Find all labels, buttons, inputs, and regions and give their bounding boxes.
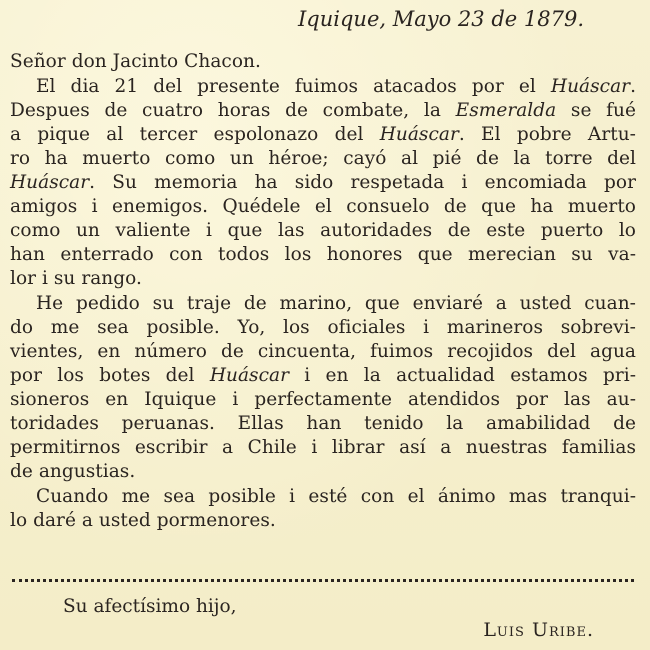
body-line: ro ha muerto como un héroe; cayó al pié de la torre del — [10, 148, 636, 169]
ship-name: Huáscar — [379, 124, 459, 145]
body-line: lor i su rango. — [10, 268, 142, 289]
body-line: han enterrado con todos los honores que merecian su va- — [10, 244, 636, 265]
body-line: do me sea posible. Yo, los oficiales i marineros sobrevi- — [10, 317, 636, 338]
body-line: amigos i enemigos. Quédele el consuelo de que ha muerto — [10, 196, 636, 217]
letter-dateline: Iquique, Mayo 23 de 1879. — [298, 7, 584, 31]
body-line: por los botes del Huáscar i en la actualidad estamos pri- — [10, 365, 636, 386]
body-line: vientes, en número de cincuenta, fuimos recojidos del agua — [10, 341, 636, 362]
body-line: permitirnos escribir a Chile i librar así a nuestras familias — [10, 437, 636, 458]
body-line: El dia 21 del presente fuimos atacados por el Huáscar. — [36, 76, 636, 97]
body-line: como un valiente i que las autoridades de este puerto lo — [10, 220, 636, 241]
body-line: Despues de cuatro horas de combate, la Esmeralda se fué — [10, 100, 636, 121]
ship-name: Huáscar — [550, 76, 631, 97]
letter-closing: Su afectísimo hijo, — [63, 596, 237, 617]
dotted-divider — [12, 579, 634, 582]
body-line: toridades peruanas. Ellas han tenido la amabilidad de — [10, 413, 636, 434]
letter-signature: Luis Uribe. — [483, 619, 594, 641]
body-line: lo daré a usted pormenores. — [10, 510, 276, 531]
letter-salutation: Señor don Jacinto Chacon. — [10, 51, 261, 72]
ship-name: Huáscar — [209, 365, 289, 386]
ship-name: Huáscar — [10, 172, 90, 193]
body-line: sioneros en Iquique i perfectamente atendidos por las au- — [10, 389, 636, 410]
body-line: He pedido su traje de marino, que enviaré a usted cuan- — [36, 293, 636, 314]
body-line: Huáscar. Su memoria ha sido respetada i encomiada por — [10, 172, 636, 193]
body-line: a pique al tercer espolonazo del Huáscar. El pobre Artu- — [10, 124, 636, 145]
body-line: Cuando me sea posible i esté con el ánimo mas tranqui- — [36, 486, 636, 507]
body-line: de angustias. — [10, 461, 136, 482]
ship-name: Esmeralda — [455, 100, 557, 121]
